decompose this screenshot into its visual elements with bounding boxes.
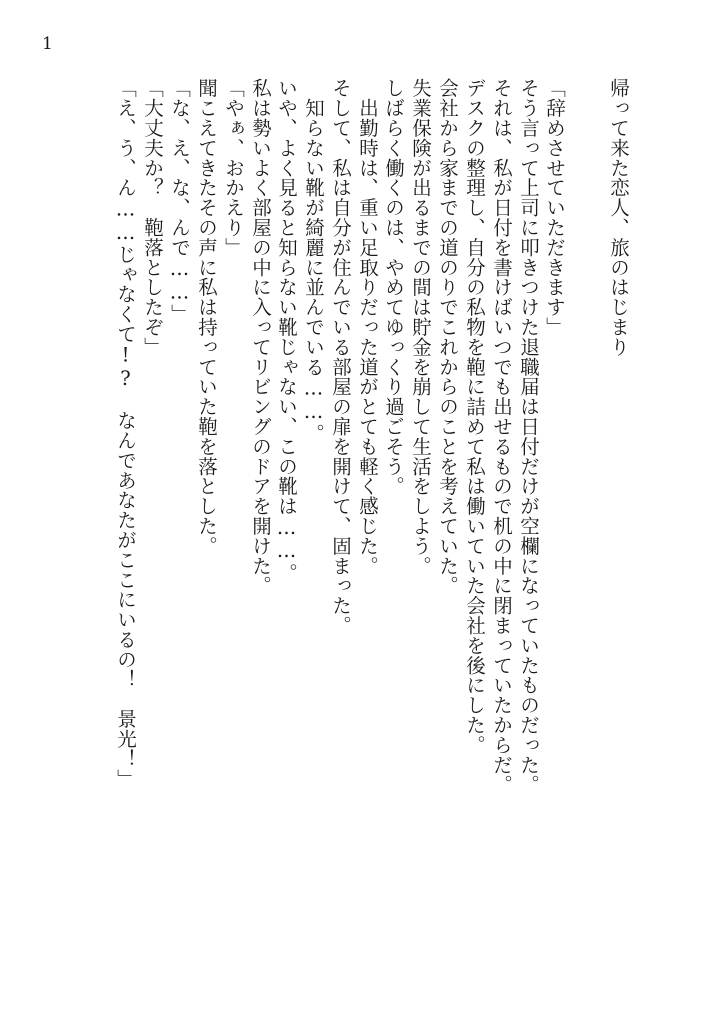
text-line: 「やぁ、おかえり」	[222, 78, 245, 258]
text-line: 出勤時は、重い足取りだった道がとても軽く感じた。	[356, 78, 379, 576]
text-line: それは、私が日付を書けばいつでも出せるもので机の中に閉まっていたからだ。	[490, 78, 513, 795]
text-line: そう言って上司に叩きつけた退職届は日付だけが空欄になっていたものだった。	[517, 78, 540, 795]
text-line: 知らない靴が綺麗に並んでいる……。	[302, 78, 325, 444]
text-line: そして、私は自分が住んでいる部屋の扉を開けて、固まった。	[329, 78, 352, 636]
text-line: 会社から家までの道のりでこれからのことを考えていた。	[436, 78, 459, 596]
text-line: 「え、う、ん……じゃなくて!? なんであなたがここにいるの！ 景光！」	[114, 78, 137, 789]
text-line: デスクの整理し、自分の私物を鞄に詰めて私は働いていた会社を後にした。	[463, 78, 486, 755]
chapter-title: 帰って来た恋人、旅のはじまり	[607, 78, 630, 357]
text-line: しばらく働くのは、やめてゆっくり過ごそう。	[382, 78, 405, 496]
text-line: 失業保険が出るまでの間は貯金を崩して生活をしよう。	[409, 78, 432, 576]
text-line: 私は勢いよく部屋の中に入ってリビングのドアを開けた。	[249, 78, 272, 596]
text-line: 「な、え、な、んで……」	[168, 78, 191, 324]
text-line: 「辞めさせていただきます」	[543, 78, 566, 337]
text-line: 聞こえてきたその声に私は持っていた鞄を落とした。	[195, 78, 218, 556]
text-line: いや、よく見ると知らない靴じゃない、この靴は……。	[275, 78, 298, 583]
page-number: 1	[42, 34, 53, 54]
text-line: 「大丈夫か？ 鞄落としたぞ」	[141, 78, 164, 357]
